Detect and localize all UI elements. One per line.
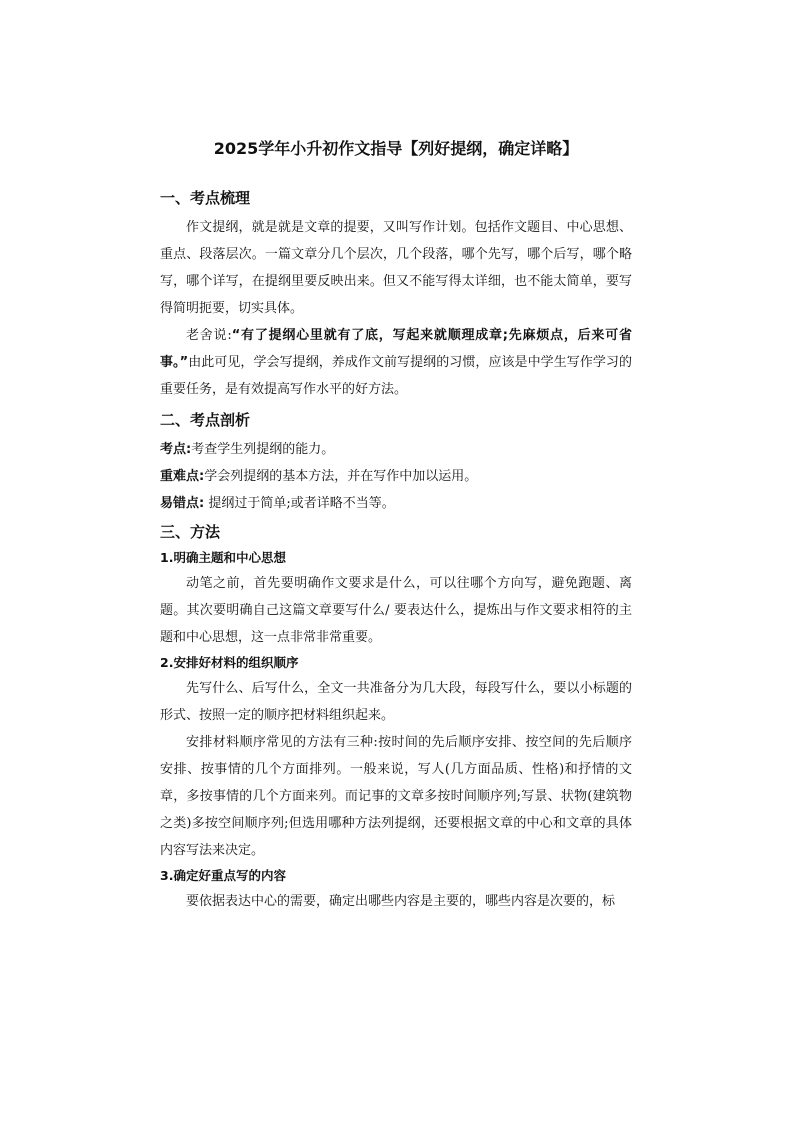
item-common-mistake xyxy=(160,490,632,517)
paragraph-outline-definition: 作文提纲，就是就是文章的提要，又叫写作计划。包括作文题目、中心思想、重点、段落层次。一篇文章分几个层次，几个段落，哪个先写，哪个后写，哪个略写，哪个详写，在提纲里要反映出来。但又不能写得太详细，也不能太简单，要写得简明扼要，切实具体。 xyxy=(160,220,632,316)
method-paragraph-2a: 先写什么、后写什么，全文一共准备分为几大段，每段写什么，要以小标题的形式、按照一定的顺序把材料组织起来。 xyxy=(160,681,632,723)
item-text: 提纲过于简单;或者详略不当等。 xyxy=(204,496,395,511)
item-label: 重难点: xyxy=(160,469,205,484)
method-paragraph-2b: 安排材料顺序常见的方法有三种:按时间的先后顺序安排、按空间的先后顺序安排、按事情的几个方面排列。一般来说，写人(几方面品质、性格)和抒情的文章，多按事情的几个方面来列。而记事的文章多按时间顺序列;写景、状物(建筑物之类)多按空间顺序列;但选用哪种方法列提纲，还要根据文章的中心和文章的具体内容写法来决定。 xyxy=(160,735,632,858)
item-text: 考查学生列提纲的能力。 xyxy=(191,442,335,457)
document-title: 2025学年小升初作文指导【列好提纲，确定详略】 xyxy=(213,139,579,158)
item-exam-point xyxy=(160,436,632,463)
quote-lead: 老舍说: xyxy=(186,328,232,343)
method-paragraph-1: 动笔之前，首先要明确作文要求是什么，可以往哪个方向写，避免跑题、离题。其次要明确自己这篇文章要写什么/ 要表达什么，提炼出与作文要求相符的主题和中心思想，这一点非常非常重要。 xyxy=(160,576,632,645)
method-title-1: 1.明确主题和中心思想 xyxy=(160,550,286,565)
item-key-difficulty xyxy=(160,463,632,490)
item-label: 易错点: xyxy=(160,496,205,511)
paragraph-laoshe-quote xyxy=(160,322,632,403)
item-text: 学会列提纲的基本方法，并在写作中加以运用。 xyxy=(204,469,478,484)
method-title-3: 3.确定好重点写的内容 xyxy=(160,868,286,883)
method-title-2: 2.安排好材料的组织顺序 xyxy=(160,655,299,670)
section-heading-methods: 三、方法 xyxy=(160,523,221,541)
quote-rest: 由此可见，学会写提纲，养成作文前写提纲的习惯，应该是中学生写作学习的重要任务，是有效提高写作水平的好方法。 xyxy=(160,355,632,397)
quote-text: “有了提纲心里就有了底，写起来就顺理成章;先麻烦点，后来可省事。” xyxy=(160,328,632,370)
method-paragraph-3: 要依据表达中心的需要，确定出哪些内容是主要的，哪些内容是次要的，标 xyxy=(186,894,616,909)
item-label: 考点: xyxy=(160,442,192,457)
document-body xyxy=(160,136,632,915)
section-heading-exam-points: 一、考点梳理 xyxy=(160,189,251,207)
section-heading-analysis: 二、考点剖析 xyxy=(160,411,251,429)
